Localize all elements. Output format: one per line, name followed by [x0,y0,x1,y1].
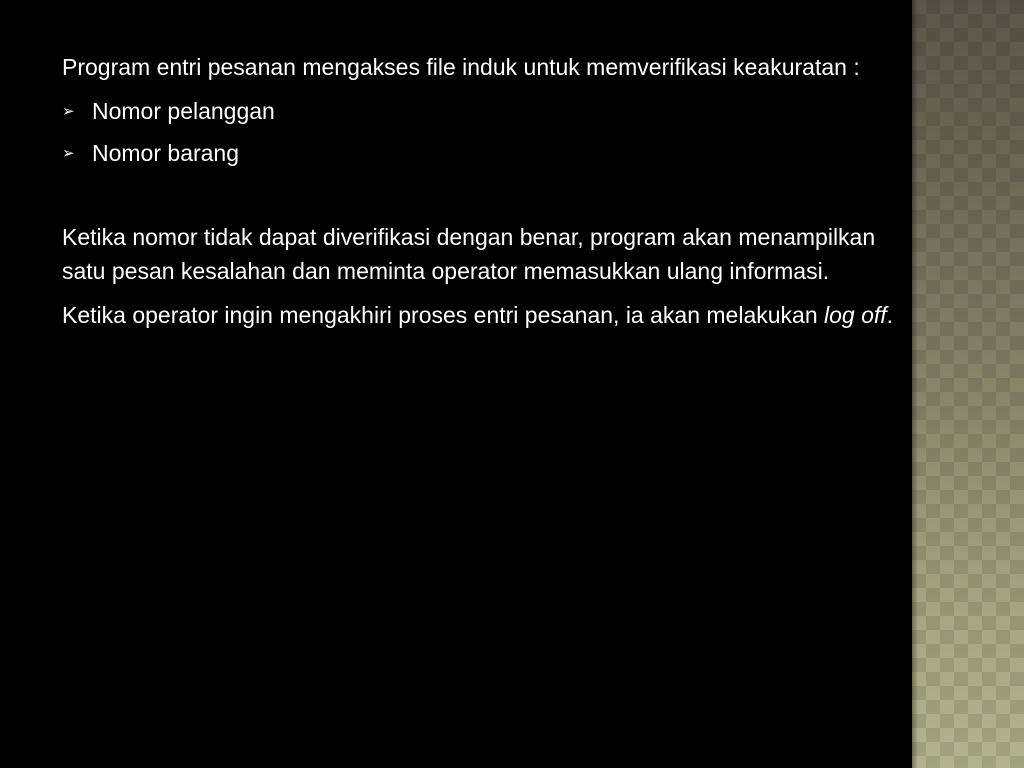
slide-content [62,50,902,342]
bullet-label: Nomor pelanggan [92,98,275,124]
list-item [62,94,902,128]
logoff-text: Ketika operator ingin mengakhiri proses entri pesanan, ia akan melakukan [62,302,824,328]
logoff-paragraph [62,298,902,332]
list-item [62,136,902,170]
logoff-term: log off [824,302,887,328]
decorative-side-panel [912,0,1024,768]
arrow-bullet-icon: ➢ [62,102,75,120]
logoff-period: . [886,302,894,328]
bullet-label: Nomor barang [92,140,240,166]
spacer [62,178,902,220]
intro-paragraph: Program entri pesanan mengakses file induk untuk memverifikasi keakuratan : [62,54,860,80]
arrow-bullet-icon: ➢ [62,144,75,162]
bullet-list [62,94,902,170]
error-paragraph: Ketika nomor tidak dapat diverifikasi dengan benar, program akan menampilkan satu pesan kesalahan dan meminta operator memasukkan ulang informasi. [62,224,876,284]
